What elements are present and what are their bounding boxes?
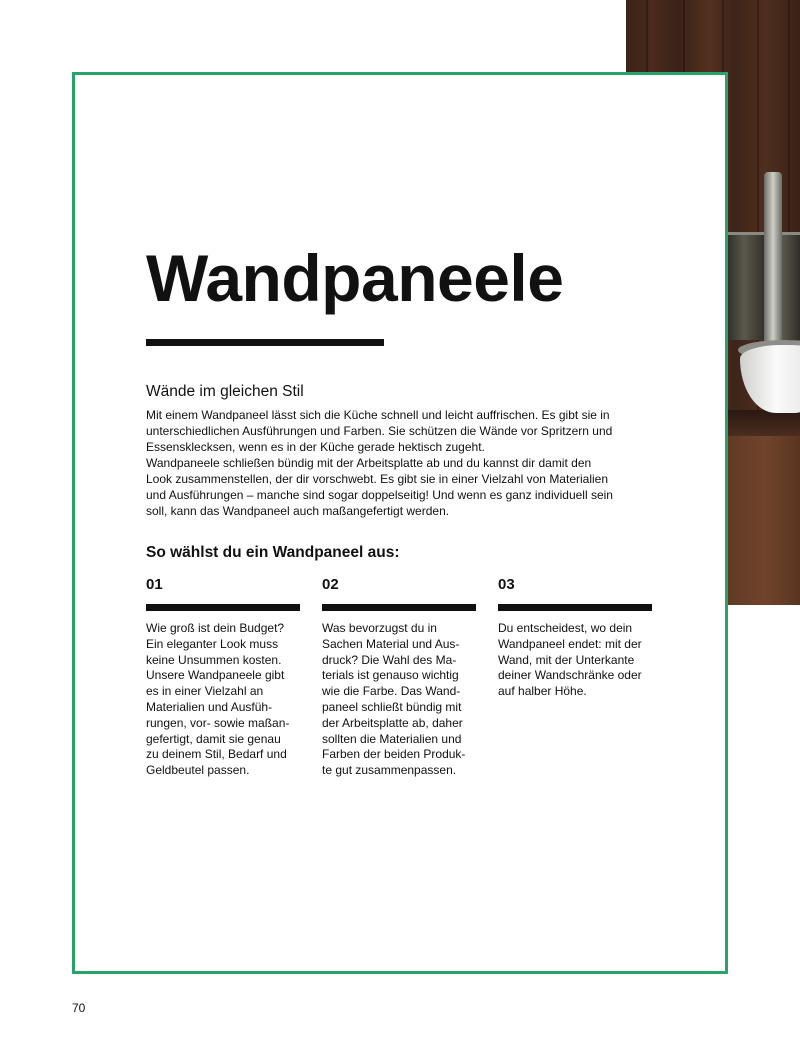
step-text-line: Ein eleganter Look muss	[146, 636, 279, 651]
step-03	[498, 574, 652, 700]
step-text-line: gefertigt, damit sie genau	[146, 731, 281, 746]
step-text-line: paneel schließt bündig mit	[322, 699, 462, 714]
step-text-line: sollten die Materialien und	[322, 731, 462, 746]
step-text-line: Unsere Wandpaneele gibt	[146, 668, 285, 683]
step-text-line: Du entscheidest, wo dein	[498, 621, 633, 635]
step-text-line: deiner Wandschränke oder	[498, 668, 642, 683]
intro-line: Look zusammenstellen, der dir vorschwebt. Es gibt sie in einer Vielzahl von Materialien	[146, 472, 609, 486]
intro-line: Essensklecksen, wenn es in der Küche gerade hektisch zugeht.	[146, 440, 485, 454]
step-text-line: es in einer Vielzahl an	[146, 684, 264, 699]
intro-line: Wandpaneele schließen bündig mit der Arbeitsplatte ab und du kannst dir damit den	[146, 456, 592, 470]
step-text-line: terials ist genauso wichtig	[322, 668, 459, 683]
step-text-line: Wie groß ist dein Budget?	[146, 621, 285, 635]
step-01	[146, 574, 300, 779]
intro-line: Mit einem Wandpaneel lässt sich die Küche schnell und leicht auffrischen. Es gibt sie in	[146, 408, 610, 422]
step-text-line: rungen, vor- sowie maßan-	[146, 715, 290, 730]
step-text-line: Wand, mit der Unterkante	[498, 652, 635, 667]
page-title: Wandpaneele	[146, 241, 564, 315]
step-text-line: Geldbeutel passen.	[146, 763, 250, 778]
step-number: 01	[146, 576, 163, 593]
page-number: 70	[72, 1001, 86, 1015]
intro-line: unterschiedlichen Ausführungen und Farben. Sie schützen die Wände vor Spritzern und	[146, 424, 613, 438]
step-text-line: Farben der beiden Produk-	[322, 747, 466, 762]
step-text-line: Materialien und Ausfüh-	[146, 699, 273, 714]
content-frame	[72, 72, 728, 974]
intro-paragraph	[146, 407, 666, 519]
step-divider	[146, 604, 300, 611]
step-text-line: Was bevorzugst du in	[322, 621, 437, 635]
step-text-line: Wandpaneel endet: mit der	[498, 636, 642, 651]
step-text-line: der Arbeitsplatte ab, daher	[322, 715, 463, 730]
step-text-line: Sachen Material und Aus-	[322, 636, 460, 651]
step-text-line: keine Unsummen kosten.	[146, 652, 282, 667]
step-number: 03	[498, 576, 515, 593]
step-02	[322, 574, 476, 779]
step-text-line: te gut zusammenpassen.	[322, 763, 457, 778]
intro-line: soll, kann das Wandpaneel auch maßangefertigt werden.	[146, 504, 450, 518]
step-text-line: wie die Farbe. Das Wand-	[322, 684, 461, 699]
step-divider	[498, 604, 652, 611]
step-number: 02	[322, 576, 339, 593]
step-text-line: auf halber Höhe.	[498, 684, 587, 699]
title-underline	[146, 339, 384, 346]
intro-line: und Ausführungen – manche sind sogar doppelseitig! Und wenn es ganz individuell sein	[146, 488, 613, 502]
step-text-line: druck? Die Wahl des Ma-	[322, 652, 457, 667]
how-to-choose-heading: So wählst du ein Wandpaneel aus:	[146, 544, 400, 561]
section-subtitle: Wände im gleichen Stil	[146, 383, 304, 400]
step-text-line: zu deinem Stil, Bedarf und	[146, 747, 287, 762]
step-divider	[322, 604, 476, 611]
